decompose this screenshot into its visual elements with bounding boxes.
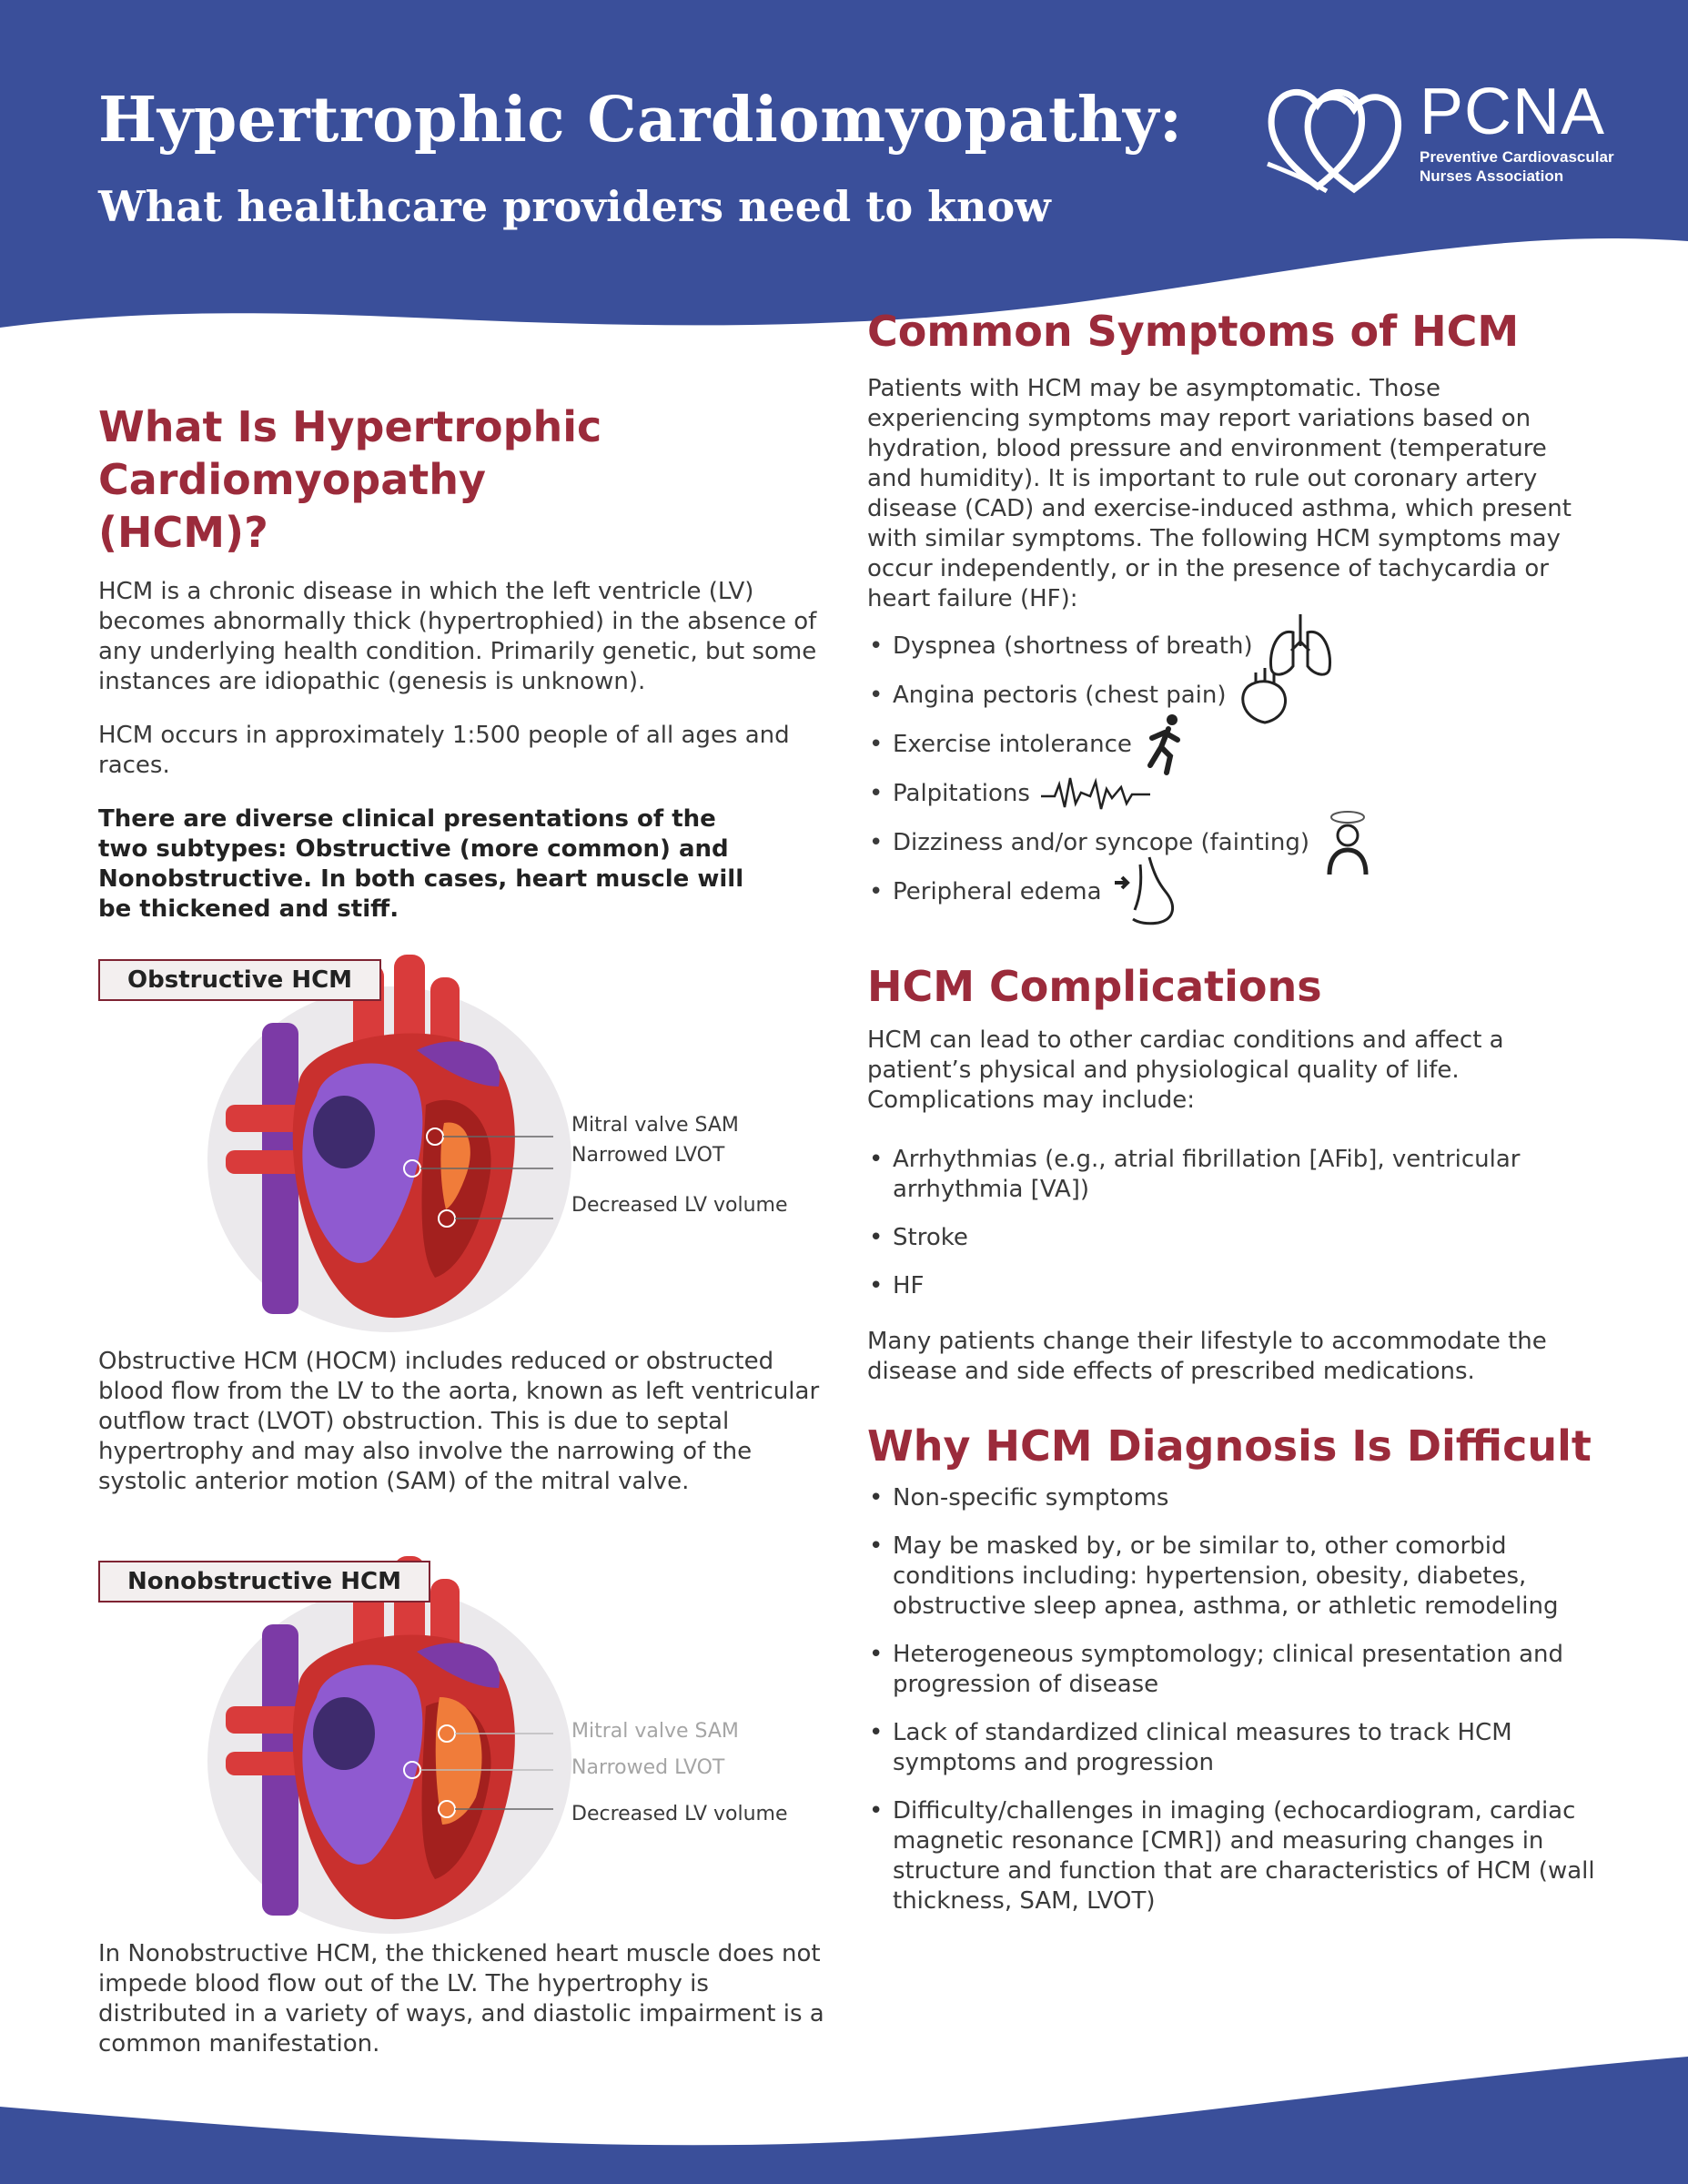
symptom-item <box>867 867 1595 916</box>
list-item: • Arrhythmias (e.g., atrial fibrillation [AFib], ventricular arrhythmia [VA]) <box>867 1145 1548 1205</box>
what-is-paragraph-1: HCM is a chronic disease in which the left ventricle (LV) becomes abnormally thick (hypertrophied) in the absence of any underlying health condition. Primarily genetic, but some instances are idiopathic (genesis is unknown). <box>98 578 817 695</box>
page-subtitle: What healthcare providers need to know <box>98 182 1051 231</box>
what-is-paragraph-2: HCM occurs in approximately 1:500 people of all ages and races. <box>98 722 790 779</box>
obstructive-hcm-label: Obstructive HCM <box>98 959 381 1001</box>
left-column <box>98 400 835 2059</box>
runner-icon <box>1143 713 1188 776</box>
complications-list <box>867 1145 1595 1301</box>
complications-intro: HCM can lead to other cardiac conditions and affect a patient’s physical and physiological quality of life. Complications may include: <box>867 1026 1504 1114</box>
callout-decreased-lv-volume: Decreased LV volume <box>571 1194 788 1217</box>
callout-narrowed-lvot: Narrowed LVOT <box>571 1144 725 1167</box>
symptom-label: • Peripheral edema <box>867 878 1102 905</box>
symptom-label: • Palpitations <box>867 780 1030 807</box>
obstructive-hcm-text: Obstructive HCM (HOCM) includes reduced or obstructed blood flow from the LV to the aorta, known as left ventricular outflow tract (LVOT) obstruction. This is due to septal hypertrophy and may also involve the narrowing of the systolic anterior motion (SAM) of the mitral valve. <box>98 1348 820 1495</box>
diagnosis-heading: Why HCM Diagnosis Is Difficult <box>867 1421 1592 1471</box>
list-item: • HF <box>867 1271 1595 1301</box>
symptom-item <box>867 720 1595 769</box>
complications-outro: Many patients change their lifestyle to accommodate the disease and side effects of prescribed medications. <box>867 1328 1547 1385</box>
symptom-item <box>867 622 1595 671</box>
symptom-label: • Angina pectoris (chest pain) <box>867 682 1227 709</box>
pcna-logo <box>1263 73 1627 200</box>
symptom-item <box>867 818 1595 867</box>
callout-decreased-lv-volume: Decreased LV volume <box>571 1803 788 1825</box>
symptom-label: • Exercise intolerance <box>867 731 1132 758</box>
obstructive-heart-illustration <box>189 950 581 1341</box>
heart-outline-icon <box>1238 663 1292 727</box>
symptoms-intro: Patients with HCM may be asymptomatic. Those experiencing symptoms may report variations based on hydration, blood pressure and environment (temperature and humidity). It is important to rule out coronary artery disease (CAD) and exercise-induced asthma, which present with similar symptoms. The following HCM symptoms may occur independently, or in the presence of tachycardia or heart failure (HF): <box>867 375 1572 612</box>
symptom-label: • Dizziness and/or syncope (fainting) <box>867 829 1309 856</box>
symptom-item <box>867 671 1595 720</box>
what-is-heading: What Is Hypertrophic Cardiomyopathy (HCM)? <box>98 402 602 557</box>
logo-wordmark: PCNA <box>1420 76 1606 148</box>
logo-tagline: Preventive Cardiovascular Nurses Association <box>1420 148 1614 185</box>
right-column <box>867 305 1595 1916</box>
diagnosis-list <box>867 1483 1595 1916</box>
complications-heading: HCM Complications <box>867 962 1322 1011</box>
callout-mitral-valve-sam-faded: Mitral valve SAM <box>571 1720 739 1743</box>
list-item: • Stroke <box>867 1223 1595 1253</box>
logo-hearts-icon <box>1263 73 1418 200</box>
dizzy-person-icon <box>1320 806 1375 879</box>
list-item: • May be masked by, or be similar to, other comorbid conditions including: hypertension, obesity, diabetes, obstructive sleep apnea, asthma, or athletic remodeling <box>867 1532 1595 1622</box>
symptom-label: • Dyspnea (shortness of breath) <box>867 632 1253 660</box>
page-title: Hypertrophic Cardiomyopathy: <box>98 84 1183 157</box>
swollen-foot-icon <box>1113 855 1186 928</box>
nonobstructive-hcm-diagram <box>98 1561 835 1943</box>
nonobstructive-hcm-text: In Nonobstructive HCM, the thickened heart muscle does not impede blood flow out of the LV. The hypertrophy is distributed in a variety of ways, and diastolic impairment is a common manifestation. <box>98 1940 824 2058</box>
nonobstructive-hcm-label: Nonobstructive HCM <box>98 1561 430 1603</box>
callout-mitral-valve-sam: Mitral valve SAM <box>571 1114 739 1137</box>
list-item: • Heterogeneous symptomology; clinical presentation and progression of disease <box>867 1640 1595 1700</box>
heartbeat-line-icon <box>1041 771 1150 816</box>
obstructive-hcm-diagram <box>98 959 835 1341</box>
symptom-item <box>867 769 1595 818</box>
what-is-bold-paragraph: There are diverse clinical presentations of the two subtypes: Obstructive (more common) and Nonobstructive. In both cases, heart muscle will be thickened and stiff. <box>98 805 744 923</box>
nonobstructive-heart-illustration <box>189 1552 581 1943</box>
symptoms-list <box>867 622 1595 916</box>
list-item: • Difficulty/challenges in imaging (echocardiogram, cardiac magnetic resonance [CMR]) and measuring changes in structure and function that are characteristics of HCM (wall thickness, SAM, LVOT) <box>867 1796 1595 1916</box>
footer-band <box>0 1975 1688 2184</box>
symptoms-heading: Common Symptoms of HCM <box>867 307 1520 356</box>
list-item: • Lack of standardized clinical measures to track HCM symptoms and progression <box>867 1718 1595 1778</box>
callout-narrowed-lvot-faded: Narrowed LVOT <box>571 1756 725 1779</box>
list-item: • Non-specific symptoms <box>867 1483 1595 1513</box>
